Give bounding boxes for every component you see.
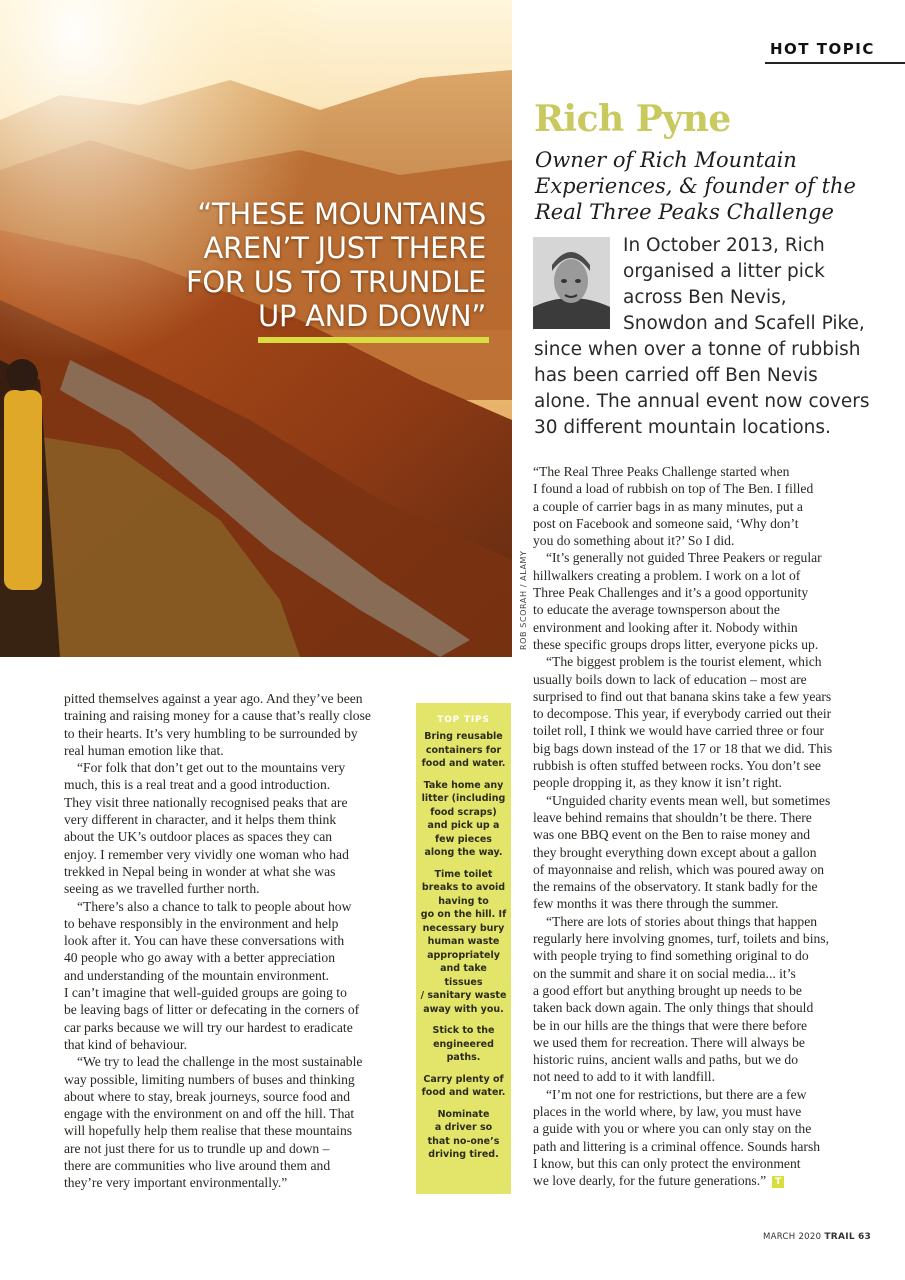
text-line: I can’t imagine that well-guided groups are going to [64,985,347,1001]
text-line: they’re very important environmentally.” [64,1175,288,1191]
intro-line: In October 2013, Rich [623,235,825,256]
person-role-line: Experiences, & founder of the [535,174,856,198]
paragraph [533,1086,873,1190]
intro-line: since when over a tonne of rubbish [534,339,861,360]
person-role-line: Real Three Peaks Challenge [535,200,834,224]
pull-quote-line: AREN’T JUST THERE [203,231,486,265]
tip-line: litter (including [421,793,506,804]
tip-item [416,730,511,771]
text-line: a couple of carrier bags in as many minutes, put a [533,498,803,514]
page-number: 63 [857,1232,872,1242]
photo-credit: ROB SCORAH / ALAMY [519,550,528,650]
tip-line: Time toilet [434,868,493,880]
tip-line: necessary bury [422,922,505,934]
text-line: “There are lots of stories about things that happen [546,913,818,929]
text-line: and understanding of the mountain environment. [64,967,330,983]
tip-line: breaks to avoid [421,882,506,893]
text-line: these specific groups drops litter, everyone picks up. [533,636,819,652]
tip-line: along the way. [424,847,503,858]
text-line: “Unguided charity events mean well, but sometimes [546,792,831,808]
right-column-text [533,463,873,1189]
person-role [535,147,895,225]
tip-line: / sanitary waste [420,990,507,1001]
text-line: a guide with you or where you can only stay on the [533,1121,812,1137]
text-line: “The Real Three Peaks Challenge started when [533,464,790,479]
footer-issue: MARCH 2020 [763,1232,822,1242]
intro-line: has been carried off Ben Nevis [534,365,818,386]
tip-line: away with you. [423,1003,504,1015]
tip-line: containers for [425,744,502,756]
pull-quote-line: “THESE MOUNTAINS [197,197,486,231]
text-line: you do something about it?’ So I did. [533,533,735,549]
text-line: way possible, limiting numbers of buses and thinking [64,1071,355,1087]
text-line: of mayonnaise and relish, which was poured away on [533,861,825,877]
text-line: that kind of behaviour. [64,1036,188,1052]
pull-quote [146,197,486,333]
text-line: path and littering is a criminal offence. Sounds harsh [533,1138,821,1154]
text-line: training and raising money for a cause that’s really close [64,708,371,724]
text-line: we used them for recreation. There will always be [533,1034,805,1050]
page-footer [763,1232,871,1242]
paragraph [533,549,873,653]
text-line: engage with the environment on and off the hill. That [64,1106,355,1122]
text-line: about the UK’s outdoor places as spaces they can [64,829,333,845]
text-line: “I’m not one for restrictions, but there are a few [546,1086,807,1102]
text-line: toilet roll, I think we would have carried three or four [533,723,825,739]
text-line: on the summit and share it on social media... it’s [533,965,796,981]
tip-line: having to [438,895,489,907]
text-line: few months it was there through the summer. [533,896,779,912]
tip-line: appropriately [427,949,500,961]
text-line: will hopefully help them realise that these mountains [64,1123,353,1139]
intro-text [534,233,874,441]
text-line: trekked in Nepal being in wonder at what she was [64,863,336,879]
text-line: hillwalkers creating a problem. I work on a lot of [533,567,801,583]
tip-item [416,1073,511,1100]
text-line: I found a load of rubbish on top of The Ben. I filled [533,481,814,497]
text-line: be leaving bags of litter or defecating in the corners of [64,1002,360,1018]
text-line: there are communities who live around them and [64,1158,331,1174]
text-line: usually boils down to lack of education – most are [533,671,807,687]
tip-line: and take tissues [440,963,487,988]
tip-line: few pieces [435,833,492,845]
paragraph [533,653,873,791]
text-line: real human emotion like that. [64,742,224,758]
tip-line: Stick to the [432,1025,495,1036]
tip-line: Nominate [437,1108,490,1120]
paragraph [64,1053,404,1191]
intro-line: Snowdon and Scafell Pike, [623,313,865,334]
tip-line: and pick up a [427,820,500,831]
tip-item [416,1108,511,1162]
text-line: surprised to find out that banana skins take a few years [533,688,832,704]
intro-line: 30 different mountain locations. [534,417,831,438]
tip-line: human waste [427,936,500,947]
text-line: leave behind remains that shouldn’t be there. There [533,809,812,825]
text-line: people dropping it, as they know it isn’t right. [533,775,782,791]
tip-line: paths. [446,1052,481,1063]
text-line: to behave responsibly in the environment and help [64,915,339,931]
pull-quote-underline [258,337,489,343]
left-column-text [64,690,404,1192]
tip-line: driving tired. [428,1149,499,1160]
text-line: to decompose. This year, if everybody carried out their [533,706,832,722]
mountain-photo [0,0,512,657]
text-line [533,1172,873,1189]
text-line: Three Peak Challenges and it’s a good opportunity [533,585,809,601]
tip-line: a driver so [434,1122,493,1133]
footer-magazine: TRAIL [824,1232,855,1242]
text-line: places in the world where, by law, you must have [533,1103,802,1119]
end-mark-icon: T [772,1176,784,1188]
tip-line: Carry plenty of [423,1073,504,1085]
text-line: taken back down again. The only things that should [533,1000,814,1016]
text-line: “It’s generally not guided Three Peakers or regular [546,550,822,566]
intro-line: across Ben Nevis, [623,287,787,308]
paragraph [533,463,873,549]
text-line: very different in character, and it helps them think [64,812,337,828]
pull-quote-line: UP AND DOWN” [258,299,486,333]
person-name: Rich Pyne [534,98,731,140]
section-rule [765,62,905,64]
text-line: much, this is a real treat and a good introduction. [64,777,331,793]
text-line: be in our hills are the things that were there before [533,1017,808,1033]
tip-line: engineered [433,1038,494,1050]
tip-line: Bring reusable [424,731,503,742]
text-line: the remains of the observatory. It stank badly for the [533,879,818,895]
paragraph [64,898,404,1054]
text-line: “The biggest problem is the tourist element, which [546,654,822,670]
text-line: “We try to lead the challenge in the most sustainable [77,1054,363,1070]
top-tips-box [416,703,511,1194]
text-line: big bags down instead of the 17 or 18 that we did. This [533,740,833,756]
text-line: not need to add to it with landfill. [533,1069,715,1085]
text-line-content: we love dearly, for the future generations.” [533,1173,767,1189]
text-line: rubbish is often stuffed between rocks. You don’t see [533,758,821,774]
text-line: was one BBQ event on the Ben to raise money and [533,827,811,843]
intro-line: alone. The annual event now covers [534,391,870,412]
text-line: “There’s also a chance to talk to people about how [77,898,352,914]
pull-quote-line: FOR US TO TRUNDLE [186,265,486,299]
text-line: pitted themselves against a year ago. And they’ve been [64,691,363,706]
tip-item [416,1024,511,1065]
tip-line: food and water. [421,1087,506,1098]
text-line: to their hearts. It’s very humbling to be surrounded by [64,725,358,741]
top-tips-title: TOP TIPS [437,715,490,725]
text-line: historic ruins, ancient walls and paths, but we do [533,1052,799,1068]
section-label: HOT TOPIC [770,40,875,58]
tip-item [416,779,511,860]
paragraph [64,759,404,897]
tip-line: that no-one’s [427,1135,500,1147]
text-line: seeing as we travelled further north. [64,881,260,897]
text-line: enjoy. I remember very vividly one woman who had [64,846,349,862]
tip-line: Take home any [423,779,504,791]
text-line: look after it. You can have these conversations with [64,933,345,949]
text-line: They visit three nationally recognised peaks that are [64,794,348,810]
paragraph [533,913,873,1086]
paragraph [533,792,873,913]
text-line: a good effort but anything brought up needs to be [533,982,802,998]
text-line: “For folk that don’t get out to the mountains very [77,760,346,776]
intro-line: organised a litter pick [623,261,825,282]
text-line: about where to stay, break journeys, source food and [64,1088,351,1104]
text-line: post on Facebook and someone said, ‘Why don’t [533,515,799,531]
text-line: environment and looking after it. Nobody within [533,619,798,635]
text-line: 40 people who go away with a better appreciation [64,950,336,966]
text-line: regularly here involving gnomes, turf, toilets and bins, [533,931,829,947]
text-line: I know, but this can only protect the environment [533,1155,801,1171]
text-line: they brought everything down except about a gallon [533,844,817,860]
text-line: car parks because we will try our hardest to eradicate [64,1019,353,1035]
tip-line: food and water. [421,758,506,769]
text-line: to educate the average townsperson about the [533,602,780,618]
tip-line: go on the hill. If [420,909,507,920]
text-line: are not just there for us to trundle up and down – [64,1140,330,1156]
tip-item [416,868,511,1017]
person-role-line: Owner of Rich Mountain [535,148,797,172]
paragraph [64,690,404,759]
tip-line: food scraps) [430,806,497,818]
text-line: with people trying to find something original to do [533,948,809,964]
